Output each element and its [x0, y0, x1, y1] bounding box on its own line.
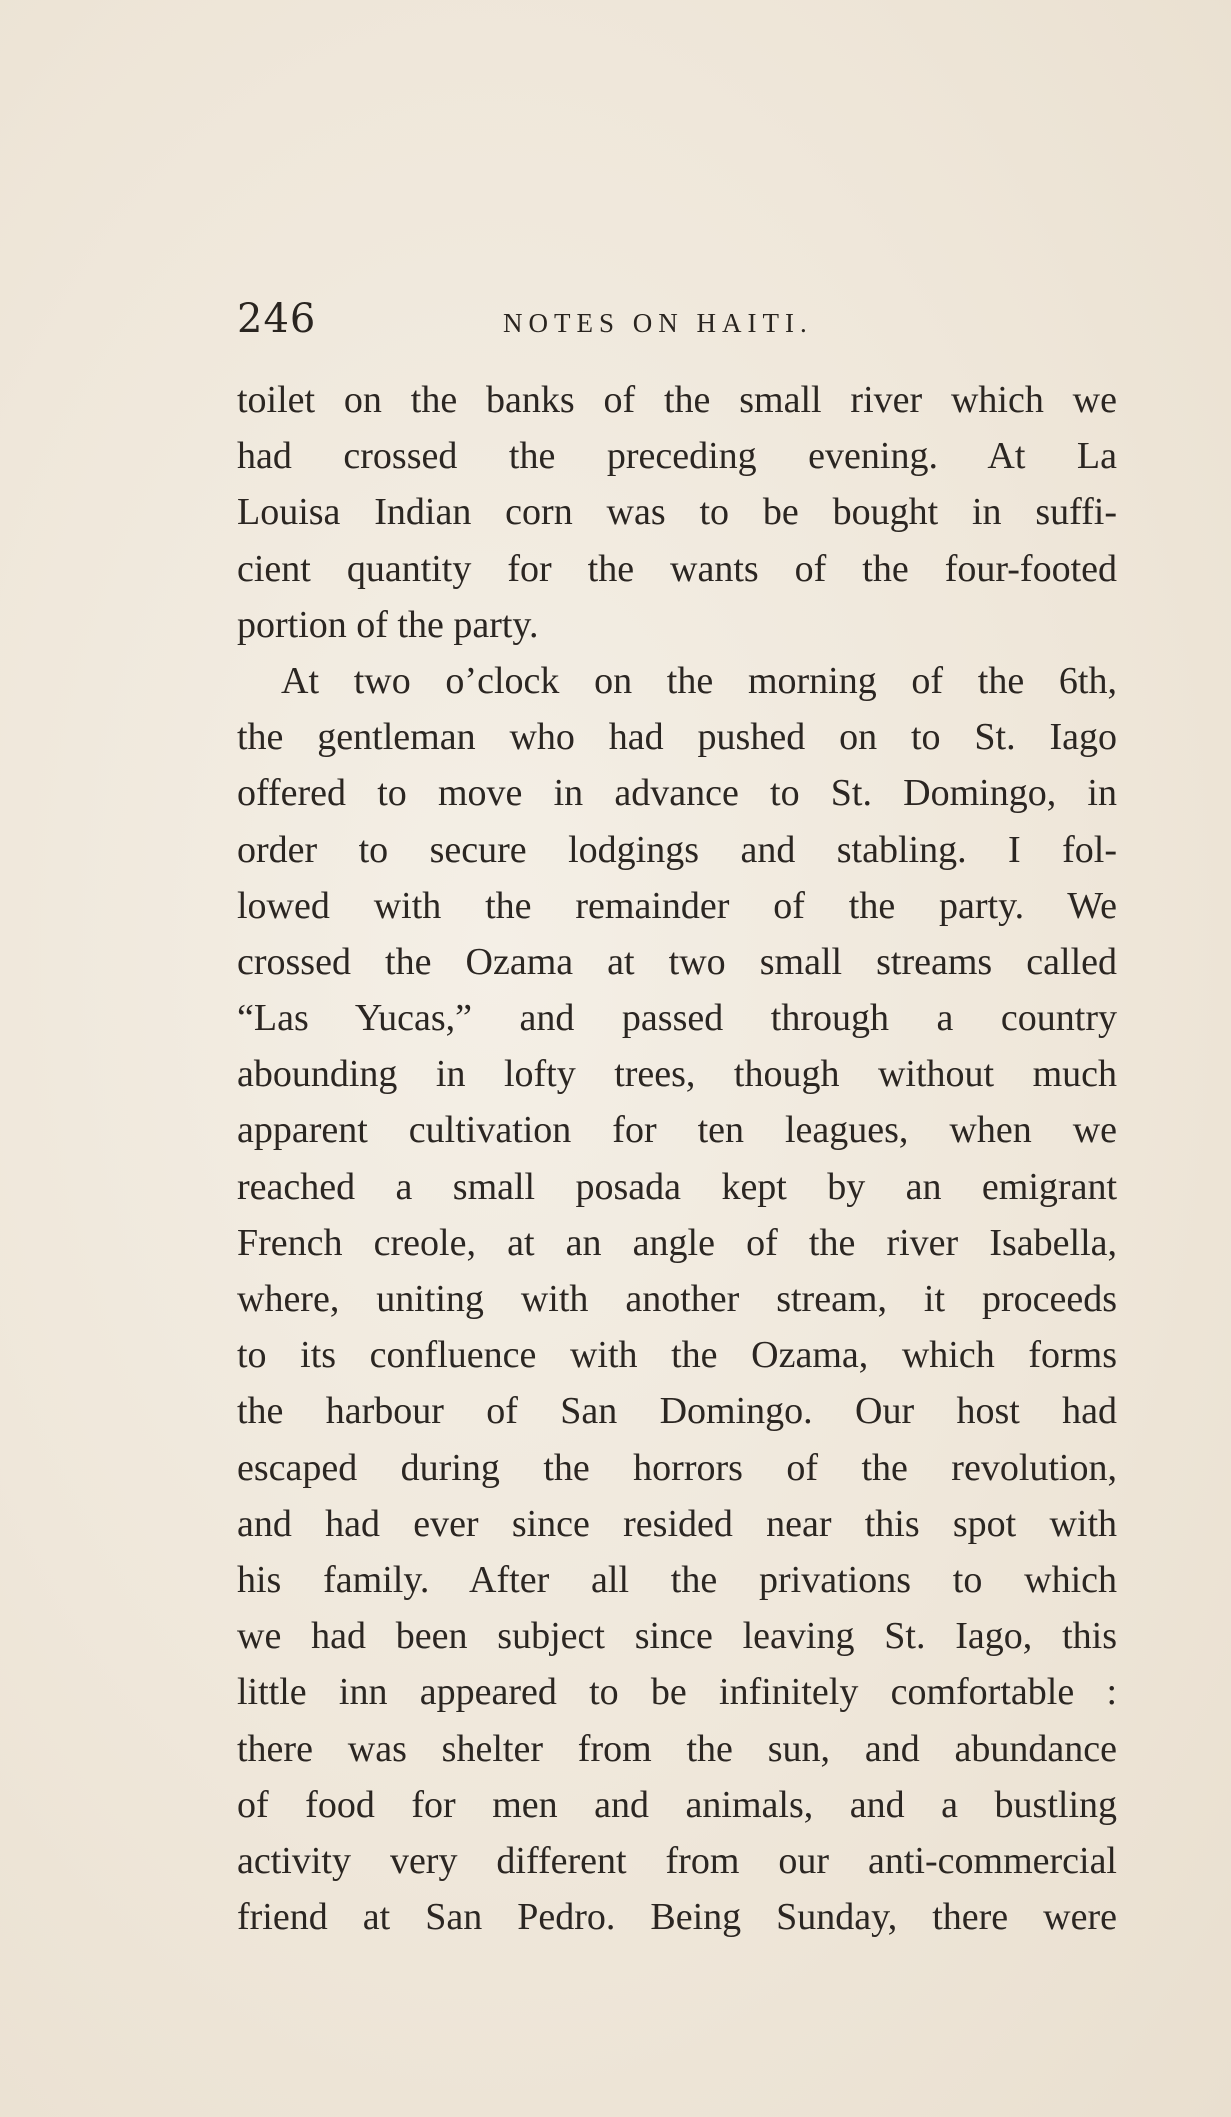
running-head: NOTES ON HAITI.	[503, 308, 813, 338]
text-line: activity very different from our anti-commercial	[237, 1839, 1117, 1882]
text-line: Louisa Indian corn was to be bought in suffi-	[237, 491, 1117, 534]
text-line: friend at San Pedro. Being Sunday, there were	[237, 1896, 1117, 1939]
text-line: “Las Yucas,” and passed through a country	[237, 997, 1117, 1040]
text-line: his family. After all the privations to which	[237, 1558, 1117, 1601]
page-header	[237, 296, 1117, 356]
text-line: we had been subject since leaving St. Iago, this	[237, 1615, 1117, 1658]
text-line: cient quantity for the wants of the four-footed	[237, 547, 1117, 590]
text-line: crossed the Ozama at two small streams called	[237, 940, 1117, 983]
text-line: portion of the party.	[237, 603, 539, 646]
text-line: where, uniting with another stream, it proceeds	[237, 1278, 1117, 1320]
text-line: had crossed the preceding evening. At La	[237, 435, 1117, 478]
text-line: At two o’clock on the morning of the 6th,	[281, 659, 1117, 702]
text-line: and had ever since resided near this spot with	[237, 1502, 1117, 1545]
text-line: of food for men and animals, and a bustling	[237, 1783, 1117, 1826]
text-line: there was shelter from the sun, and abundance	[237, 1727, 1117, 1770]
text-line: French creole, at an angle of the river Isabella,	[237, 1221, 1117, 1264]
text-line: the harbour of San Domingo. Our host had	[237, 1390, 1117, 1433]
text-line: apparent cultivation for ten leagues, when we	[237, 1109, 1117, 1152]
text-line: offered to move in advance to St. Domingo, in	[237, 772, 1117, 815]
text-line: lowed with the remainder of the party. We	[237, 884, 1117, 927]
text-line: abounding in lofty trees, though without much	[237, 1053, 1117, 1096]
text-line: the gentleman who had pushed on to St. Iago	[237, 716, 1117, 759]
text-line: to its confluence with the Ozama, which forms	[237, 1334, 1117, 1377]
body-text	[237, 372, 1117, 1945]
page-number: 246	[237, 296, 317, 342]
text-line: order to secure lodgings and stabling. I fol-	[237, 828, 1117, 871]
text-line: toilet on the banks of the small river which we	[237, 379, 1117, 421]
text-line: reached a small posada kept by an emigrant	[237, 1165, 1117, 1208]
text-line: little inn appeared to be infinitely comfortable :	[237, 1671, 1117, 1714]
text-line: escaped during the horrors of the revolution,	[237, 1446, 1117, 1489]
